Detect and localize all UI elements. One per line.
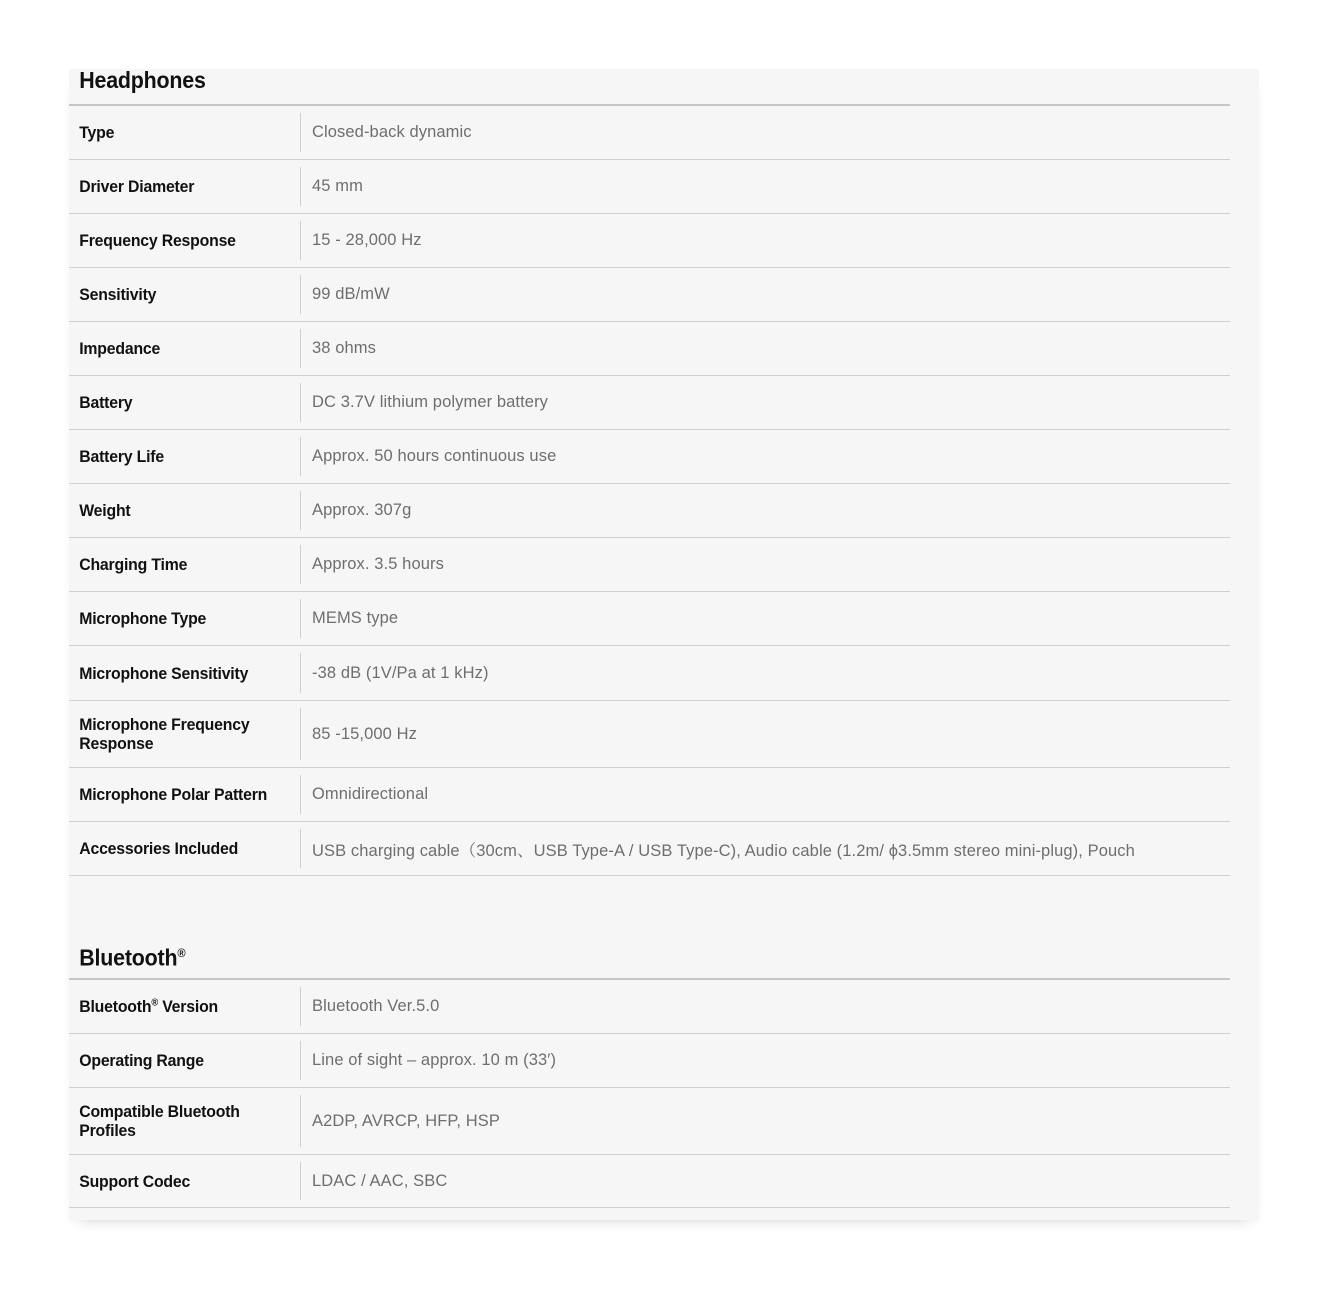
spec-row-type <box>69 106 1230 160</box>
section-title-text: Headphones <box>79 67 206 93</box>
spec-value: Approx. 3.5 hours <box>312 555 444 573</box>
spec-value: 99 dB/mW <box>312 285 390 303</box>
spec-label: Battery Life <box>79 447 164 466</box>
spec-row-impedance <box>69 322 1230 376</box>
spec-value: A2DP, AVRCP, HFP, HSP <box>312 1111 500 1130</box>
spec-label-text: Version <box>157 997 219 1016</box>
spec-label: Microphone Polar Pattern <box>79 785 268 804</box>
column-divider <box>300 653 301 693</box>
spec-value: 15 - 28,000 Hz <box>312 231 422 249</box>
spec-value: Closed-back dynamic <box>312 123 472 141</box>
spec-value: Approx. 307g <box>312 501 412 519</box>
spec-row-sensitivity <box>69 268 1230 322</box>
spec-row-microphone-frequency-response <box>69 701 1230 768</box>
spec-label-line: Compatible Bluetooth <box>79 1102 240 1121</box>
spec-value: Bluetooth Ver.5.0 <box>312 997 440 1015</box>
spec-label-line: Profiles <box>79 1121 136 1140</box>
spec-row-operating-range <box>69 1034 1230 1088</box>
spec-row-support-codec <box>69 1155 1230 1208</box>
spec-value: Approx. 50 hours continuous use <box>312 447 557 465</box>
spec-label: Weight <box>79 501 131 520</box>
column-divider <box>300 1162 301 1200</box>
spec-row-battery-life <box>69 430 1230 484</box>
section-bluetooth <box>69 941 1230 1208</box>
spec-label: Frequency Response <box>79 231 236 250</box>
spec-value: Omnidirectional <box>312 785 429 803</box>
spec-value: DC 3.7V lithium polymer battery <box>312 393 549 411</box>
spec-value: 85 -15,000 Hz <box>312 724 417 743</box>
spec-row-microphone-polar-pattern <box>69 768 1230 822</box>
spec-label: Battery <box>79 393 133 412</box>
spec-label: Operating Range <box>79 1051 204 1070</box>
column-divider <box>300 275 301 314</box>
spec-row-weight <box>69 484 1230 538</box>
section-title-text: Bluetooth <box>79 944 178 971</box>
column-divider <box>300 329 301 368</box>
column-divider <box>300 491 301 530</box>
column-divider <box>300 1095 301 1147</box>
spec-value: -38 dB (1V/Pa at 1 kHz) <box>312 663 489 682</box>
column-divider <box>300 221 301 260</box>
spec-label <box>69 715 284 753</box>
section-headphones <box>69 69 1230 876</box>
spec-row-battery <box>69 376 1230 430</box>
column-divider <box>300 167 301 206</box>
spec-row-microphone-sensitivity <box>69 646 1230 701</box>
spec-label: Support Codec <box>79 1171 191 1191</box>
spec-value: Line of sight – approx. 10 m (33′) <box>312 1051 557 1069</box>
column-divider <box>300 545 301 584</box>
spec-label-text: Bluetooth <box>79 997 152 1016</box>
spec-value: USB charging cable（30cm、USB Type-A / USB Type-C), Audio cable (1.2m/ ϕ3.5mm stereo mini-plug), Pouch <box>312 841 1135 860</box>
specs-panel <box>69 69 1259 1220</box>
column-divider <box>300 708 301 760</box>
spec-value: MEMS type <box>312 609 399 627</box>
spec-label <box>69 1102 284 1140</box>
spec-value: 45 mm <box>312 177 363 195</box>
spec-row-bluetooth-version <box>69 980 1230 1034</box>
spec-value: LDAC / AAC, SBC <box>312 1171 448 1190</box>
spec-label-line: Response <box>79 734 154 753</box>
spec-label: Microphone Type <box>79 609 207 628</box>
spec-row-charging-time <box>69 538 1230 592</box>
column-divider <box>300 113 301 152</box>
column-divider <box>300 437 301 476</box>
column-divider <box>300 383 301 422</box>
spec-value: 38 ohms <box>312 339 376 357</box>
registered-mark: ® <box>151 997 158 1009</box>
column-divider <box>300 829 301 868</box>
column-divider <box>300 775 301 814</box>
spec-label: Charging Time <box>79 555 188 574</box>
spec-label: Microphone Sensitivity <box>79 663 249 683</box>
spec-row-accessories-included <box>69 822 1230 876</box>
spec-label <box>69 997 284 1016</box>
spec-label: Accessories Included <box>79 839 239 858</box>
registered-mark: ® <box>177 946 186 960</box>
column-divider <box>300 987 301 1026</box>
spec-row-frequency-response <box>69 214 1230 268</box>
spec-label: Sensitivity <box>79 285 157 304</box>
spec-row-driver-diameter <box>69 160 1230 214</box>
spec-row-microphone-type <box>69 592 1230 646</box>
spec-label: Type <box>79 123 115 142</box>
section-title <box>69 69 1149 104</box>
spec-label-line: Microphone Frequency <box>79 715 250 734</box>
spec-label: Driver Diameter <box>79 177 195 196</box>
column-divider <box>300 599 301 638</box>
section-title <box>69 941 1149 978</box>
column-divider <box>300 1041 301 1080</box>
spec-row-compatible-bluetooth-profiles <box>69 1088 1230 1155</box>
spec-label: Impedance <box>79 339 161 358</box>
